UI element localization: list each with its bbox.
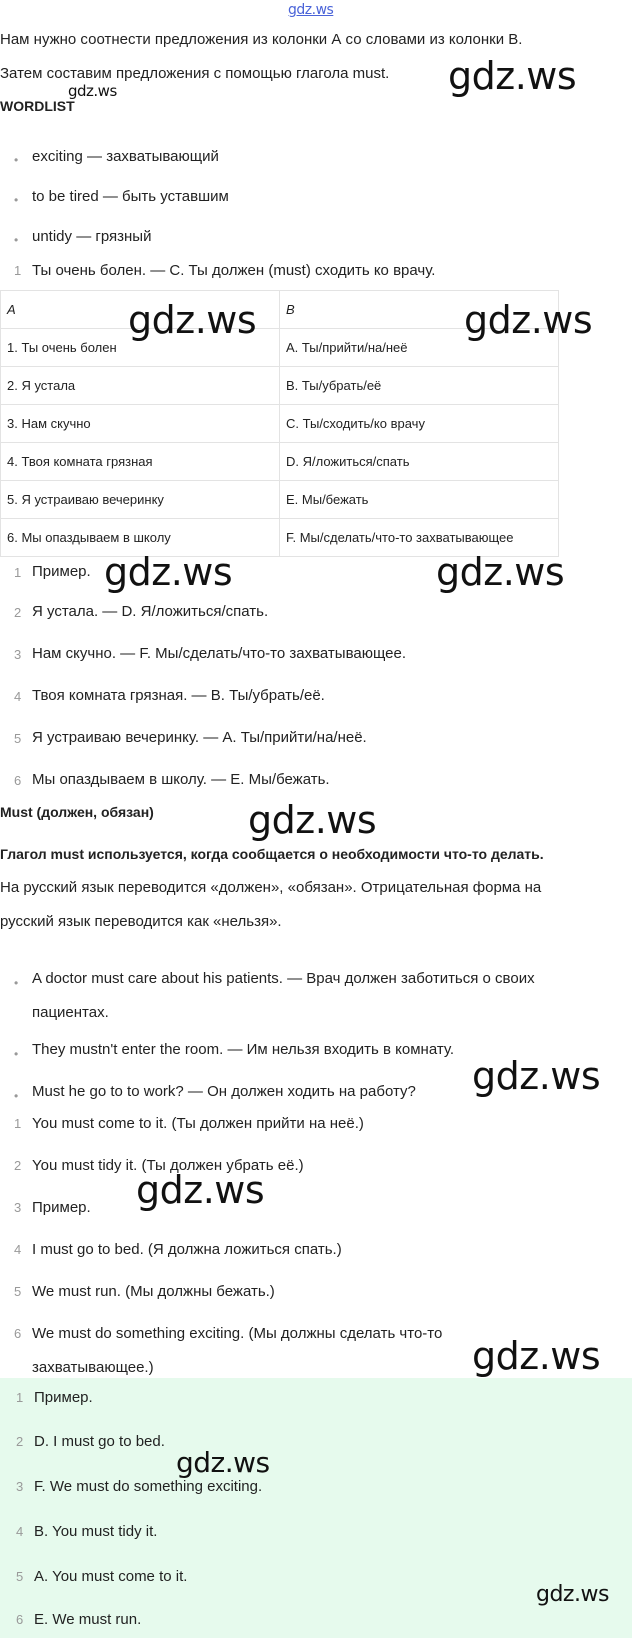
list-number: 3 xyxy=(16,1479,24,1494)
list-number: 1 xyxy=(14,1116,22,1131)
bullet-icon: • xyxy=(14,233,19,247)
table-cell: F. Мы/сделать/что-то захватывающее xyxy=(280,519,559,557)
bullet-icon: • xyxy=(14,153,19,167)
list-number: 1 xyxy=(16,1390,24,1405)
table-cell: D. Я/ложиться/спать xyxy=(280,443,559,481)
list-number: 2 xyxy=(14,605,22,620)
wordlist-item: untidy — грязный xyxy=(32,228,152,245)
wordlist-title: WORDLIST xyxy=(0,98,75,114)
table-cell: 5. Я устраиваю вечеринку xyxy=(1,481,280,519)
watermark: gdz.ws xyxy=(68,82,117,100)
table-row xyxy=(1,405,559,443)
bullet-icon: • xyxy=(14,1047,19,1061)
example-item: Must he go to to work? — Он должен ходить на работу? xyxy=(32,1083,416,1100)
table-cell: B. Ты/убрать/её xyxy=(280,367,559,405)
grammar-title: Must (должен, обязан) xyxy=(0,804,154,820)
list-number: 2 xyxy=(14,1158,22,1173)
answer-item: D. I must go to bed. xyxy=(34,1433,165,1450)
list-number: 5 xyxy=(14,1284,22,1299)
list-number: 1 xyxy=(14,263,22,278)
answer-item: E. We must run. xyxy=(34,1611,142,1628)
list-item: Пример. xyxy=(32,563,91,580)
list-item: We must run. (Мы должны бежать.) xyxy=(32,1283,275,1300)
intro-line-1: Нам нужно соотнести предложения из колонки А со словами из колонки B. xyxy=(0,31,523,48)
table-header-row xyxy=(1,291,559,329)
list-number: 3 xyxy=(14,647,22,662)
watermark: gdz.ws xyxy=(464,298,593,342)
table-cell: 3. Нам скучно xyxy=(1,405,280,443)
list-number: 6 xyxy=(14,1326,22,1341)
table-header-a: A xyxy=(1,291,280,329)
list-number: 5 xyxy=(16,1569,24,1584)
example-item: They mustn't enter the room. — Им нельзя входить в комнату. xyxy=(32,1041,455,1058)
list-item: You must tidy it. (Ты должен убрать её.) xyxy=(32,1157,304,1174)
bullet-icon: • xyxy=(14,193,19,207)
list-number: 2 xyxy=(16,1434,24,1449)
answer-item: F. We must do something exciting. xyxy=(34,1478,263,1495)
wordlist-item: exciting — захватывающий xyxy=(32,148,219,165)
watermark: gdz.ws xyxy=(448,54,577,98)
grammar-desc-2: русский язык переводится как «нельзя». xyxy=(0,913,282,930)
bullet-icon: • xyxy=(14,1089,19,1103)
answer-item: A. You must come to it. xyxy=(34,1568,188,1585)
table-cell: 2. Я устала xyxy=(1,367,280,405)
watermark: gdz.ws xyxy=(128,298,257,342)
list-number: 5 xyxy=(14,731,22,746)
example-item: A doctor must care about his patients. — Врач должен заботиться о своих xyxy=(32,970,535,987)
watermark: gdz.ws xyxy=(472,1334,601,1378)
table-row xyxy=(1,329,559,367)
list-number: 6 xyxy=(14,773,22,788)
list-item: Пример. xyxy=(32,1199,91,1216)
watermark: gdz.ws xyxy=(536,1582,609,1607)
watermark: gdz.ws xyxy=(176,1446,270,1479)
answer-item: Пример. xyxy=(34,1389,93,1406)
table-cell: 4. Твоя комната грязная xyxy=(1,443,280,481)
example-text: Ты очень болен. — С. Ты должен (must) сходить ко врачу. xyxy=(32,262,436,279)
watermark: gdz.ws xyxy=(136,1168,265,1212)
list-item: Нам скучно. — F. Мы/сделать/что-то захватывающее. xyxy=(32,645,406,662)
matching-table xyxy=(0,290,559,557)
list-item: Твоя комната грязная. — B. Ты/убрать/её. xyxy=(32,687,325,704)
list-number: 6 xyxy=(16,1612,24,1627)
watermark: gdz.ws xyxy=(436,550,565,594)
example-item-continued: пациентах. xyxy=(32,1004,109,1021)
list-item: Я устала. — D. Я/ложиться/спать. xyxy=(32,603,269,620)
list-number: 4 xyxy=(16,1524,24,1539)
watermark: gdz.ws xyxy=(104,550,233,594)
table-row xyxy=(1,519,559,557)
list-item: I must go to bed. (Я должна ложиться спать.) xyxy=(32,1241,342,1258)
bullet-icon: • xyxy=(14,976,19,990)
list-number: 4 xyxy=(14,1242,22,1257)
table-row xyxy=(1,481,559,519)
watermark: gdz.ws xyxy=(472,1054,601,1098)
watermark: gdz.ws xyxy=(248,798,377,842)
list-item: Мы опаздываем в школу. — E. Мы/бежать. xyxy=(32,771,330,788)
table-row xyxy=(1,443,559,481)
list-number: 1 xyxy=(14,565,22,580)
intro-line-2: Затем составим предложения с помощью глагола must. xyxy=(0,65,390,82)
table-header-b: B xyxy=(280,291,559,329)
list-item: Я устраиваю вечеринку. — A. Ты/прийти/на/неё. xyxy=(32,729,367,746)
top-watermark-link[interactable]: gdz.ws xyxy=(288,2,334,18)
list-number: 3 xyxy=(14,1200,22,1215)
list-number: 4 xyxy=(14,689,22,704)
list-item: You must come to it. (Ты должен прийти на неё.) xyxy=(32,1115,364,1132)
table-cell: A. Ты/прийти/на/неё xyxy=(280,329,559,367)
table-cell: E. Мы/бежать xyxy=(280,481,559,519)
table-row xyxy=(1,367,559,405)
table-cell: C. Ты/сходить/ко врачу xyxy=(280,405,559,443)
answers-panel xyxy=(0,1378,632,1638)
grammar-desc-1: На русский язык переводится «должен», «обязан». Отрицательная форма на xyxy=(0,879,542,896)
list-item-continued: захватывающее.) xyxy=(32,1359,154,1376)
table-cell: 6. Мы опаздываем в школу xyxy=(1,519,280,557)
wordlist-item: to be tired — быть уставшим xyxy=(32,188,229,205)
grammar-rule: Глагол must используется, когда сообщается о необходимости что-то делать. xyxy=(0,846,544,862)
answer-item: B. You must tidy it. xyxy=(34,1523,158,1540)
table-cell: 1. Ты очень болен xyxy=(1,329,280,367)
list-item: We must do something exciting. (Мы должны сделать что-то xyxy=(32,1325,443,1342)
